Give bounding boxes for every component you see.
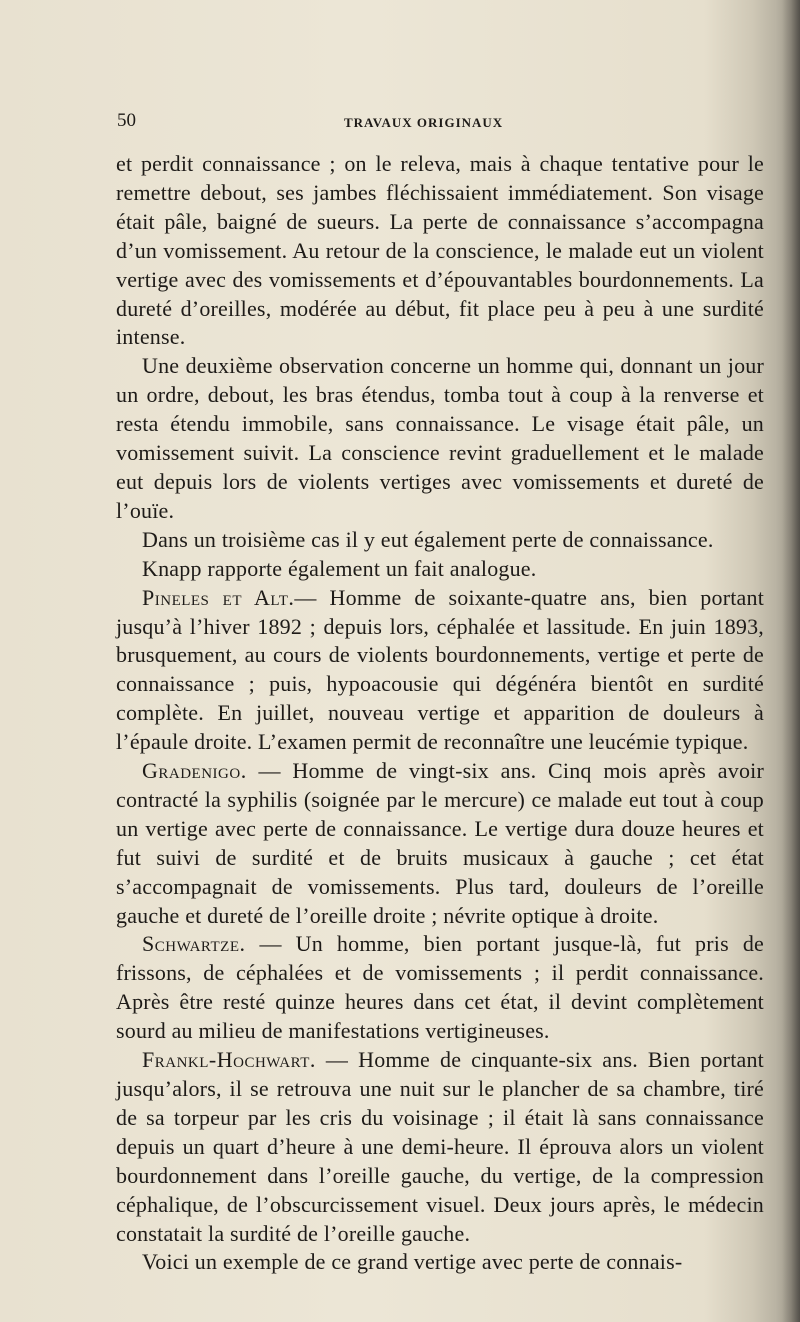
paragraph-text: — Homme de cinquante-six ans. Bien portant jusqu’alors, il se retrouva une nuit sur le plancher de sa chambre, tiré de sa torpeur par les cris du voisinage ; il était là sans connaissance depuis un quart d’heure à une demi-heure. Il éprouva alors un violent bourdonnement dans l’oreille gauche, du vertige, de la compression céphalique, de l’obscurcissement visuel. Deux jours après, le médecin constatait la surdité de l’oreille gauche. <box>116 1047 764 1246</box>
paragraph-text: — Homme de soixante-quatre ans, bien portant jusqu’à l’hiver 1892 ; depuis lors, céphalée et lassitude. En juin 1893, brusquement, au cours de violents bourdonnements, vertige et perte de connaissance ; puis, hypoacousie qui dégénéra bientôt en surdité complète. En juillet, nouveau vertige et apparition de douleurs à l’épaule droite. L’examen permit de reconnaître une leucémie typique. <box>116 584 765 755</box>
paragraph-1: et perdit connaissance ; on le releva, mais à chaque tentative pour le remettre debout, ses jambes fléchissaient immédiatement. Son visage était pâle, baigné de sueurs. La perte de connaissance s’accompagna d’un vomissement. Au retour de la conscience, le malade eut un violent vertige avec des vomissements et d’épouvantables bourdonnements. La dureté d’oreilles, modérée au début, fit place peu à peu à une surdité intense. <box>116 151 764 350</box>
paragraph-4: Knapp rapporte également un fait analogue. <box>142 555 537 581</box>
body-text <box>116 150 764 1277</box>
author-name: Pineles et Alt. <box>142 584 295 610</box>
author-name: Gradenigo. <box>142 758 247 784</box>
paragraph-text: — Homme de vingt-six ans. Cinq mois après avoir contracté la syphilis (soignée par le mercure) ce malade eut tout à coup un vertige avec perte de connaissance. Le vertige dura douze heures et fut suivi de surdité et de bruits musicaux à gauche ; cet état s’accompagnait de vomissements. Plus tard, douleurs de l’oreille gauche et dureté de l’oreille droite ; névrite optique à droite. <box>116 758 764 928</box>
paragraph-6 <box>116 757 764 930</box>
author-name: Frankl-Hochwart. <box>142 1047 316 1073</box>
paragraph-3: Dans un troisième cas il y eut également perte de connaissance. <box>142 526 714 552</box>
paragraph-5 <box>116 584 764 757</box>
page-edge-shadow <box>782 0 800 1322</box>
paragraph-2: Une deuxième observation concerne un homme qui, donnant un jour un ordre, debout, les bras étendus, tomba tout à coup à la renverse et resta étendu immobile, sans connaissance. Le visage était pâle, un vomissement suivit. La conscience revint graduellement et le malade eut depuis lors de violents vertiges avec vomissements et dureté de l’ouïe. <box>116 353 764 523</box>
paragraph-8 <box>116 1046 764 1248</box>
page-number: 50 <box>117 110 136 131</box>
running-head: TRAVAUX ORIGINAUX <box>344 115 504 130</box>
paragraph-text: — Un homme, bien portant jusque-là, fut pris de frissons, de céphalées et de vomissements ; il perdit connaissance. Après être resté quinze heures dans cet état, il devint complètement sourd au milieu de manifestations vertigineuses. <box>116 931 764 1044</box>
author-name: Schwartze. <box>142 931 246 957</box>
page-header <box>117 110 757 138</box>
paragraph-9: Voici un exemple de ce grand vertige avec perte de connais- <box>142 1249 683 1275</box>
paragraph-7 <box>116 930 764 1046</box>
